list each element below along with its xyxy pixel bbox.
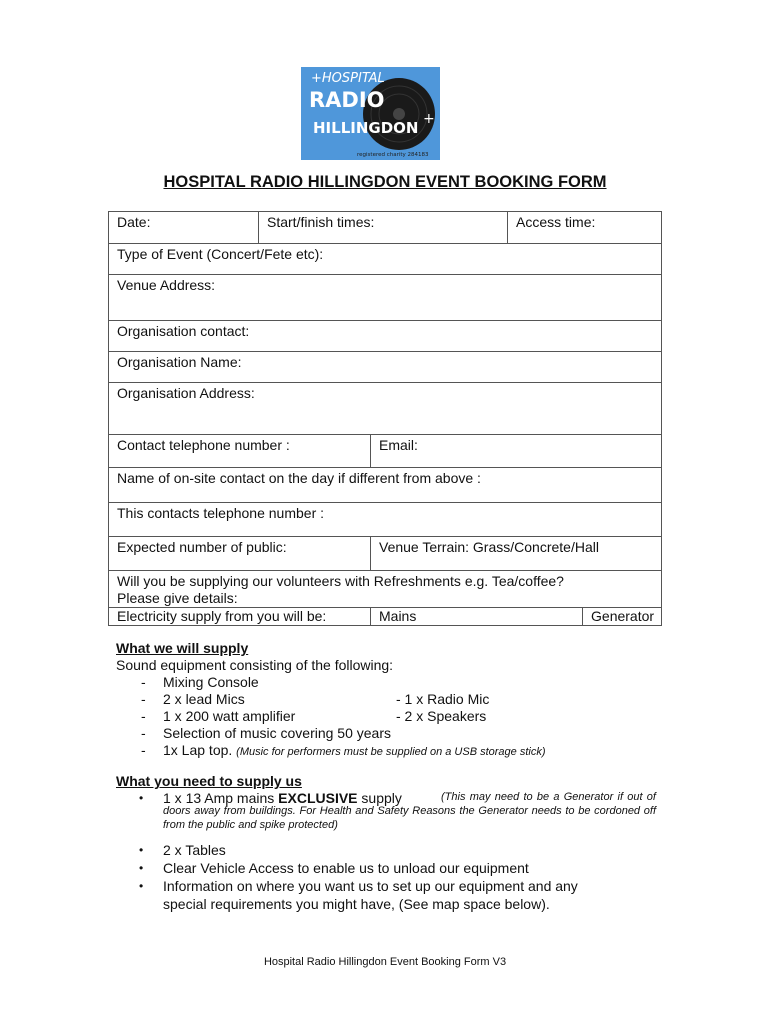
logo-line-3: HILLINGDON: [313, 119, 419, 137]
need-item-text: Clear Vehicle Access to enable us to unload our equipment: [163, 860, 529, 876]
booking-form-table: [108, 211, 662, 626]
venue-terrain-label: Venue Terrain: Grass/Concrete/Hall: [379, 539, 599, 555]
org-name-cell[interactable]: [109, 352, 662, 383]
supply-item-text: Mixing Console: [163, 674, 259, 690]
need-item-text: Information on where you want us to set up our equipment and any: [163, 878, 578, 894]
logo: [301, 67, 440, 160]
generator-note: (This may need to be a Generator if out of doors away from buildings. For Health and Safety Reasons the Generator needs to be cordoned off from the public and spike protected): [163, 791, 656, 831]
logo-charity-text: registered charity 284183: [357, 152, 429, 158]
mains-label: Mains: [379, 608, 417, 624]
venue-address-cell[interactable]: [109, 275, 662, 321]
event-type-cell[interactable]: [109, 244, 662, 275]
supply-item-text: Selection of music covering 50 years: [163, 725, 391, 741]
need-item: [116, 860, 676, 878]
refreshments-cell[interactable]: [109, 571, 662, 608]
logo-line-2: RADIO: [309, 88, 385, 112]
contact-phone-label: Contact telephone number :: [117, 437, 290, 453]
need-item-text-cont: special requirements you might have, (See map space below).: [163, 896, 550, 912]
supply-item: - Mixing Console: [141, 674, 259, 690]
supply-item: - 1x Lap top. (Music for performers must be supplied on a USB storage stick): [141, 742, 546, 758]
supply-item: - 2 x lead Mics - 1 x Radio Mic: [141, 691, 490, 707]
logo-graphic: [301, 67, 440, 160]
supply-item: - Selection of music covering 50 years: [141, 725, 391, 741]
supply-item: - 1 x 200 watt amplifier - 2 x Speakers: [141, 708, 487, 724]
date-cell[interactable]: [109, 212, 259, 244]
supply-item-text: 1 x 200 watt amplifier: [163, 708, 296, 724]
mains-option[interactable]: [371, 608, 583, 626]
need-item: [116, 878, 676, 896]
org-contact-cell[interactable]: [109, 321, 662, 352]
contact-phone-cell[interactable]: [109, 435, 371, 468]
bullet-icon: •: [139, 861, 144, 875]
supply-item-text: 1x Lap top.: [163, 742, 233, 758]
svg-text:+: +: [423, 111, 435, 127]
refreshments-question: Will you be supplying our volunteers with Refreshments e.g. Tea/coffee?: [117, 573, 564, 589]
org-address-label: Organisation Address:: [117, 385, 255, 401]
supply-intro: Sound equipment consisting of the following:: [116, 657, 394, 673]
need-heading: What you need to supply us: [116, 773, 302, 789]
electricity-cell: [109, 608, 371, 626]
access-time-label: Access time:: [516, 214, 596, 230]
org-contact-label: Organisation contact:: [117, 323, 250, 339]
expected-public-label: Expected number of public:: [117, 539, 287, 555]
supply-item-note: (Music for performers must be supplied on a USB storage stick): [236, 746, 546, 758]
refreshments-details-label: Please give details:: [117, 590, 238, 606]
event-type-label: Type of Event (Concert/Fete etc):: [117, 246, 324, 262]
date-label: Date:: [117, 214, 151, 230]
supply-heading: What we will supply: [116, 640, 249, 656]
need-item: [116, 842, 676, 860]
org-name-label: Organisation Name:: [117, 354, 242, 370]
onsite-phone-label: This contacts telephone number :: [117, 505, 325, 521]
access-time-cell[interactable]: [508, 212, 662, 244]
page-title: HOSPITAL RADIO HILLINGDON EVENT BOOKING FORM: [163, 173, 607, 191]
need-item-text: 2 x Tables: [163, 842, 226, 858]
bullet-icon: •: [139, 843, 144, 857]
bullet-icon: •: [139, 791, 144, 805]
supply-item-text-2: - 2 x Speakers: [396, 708, 487, 724]
onsite-contact-label: Name of on-site contact on the day if different from above :: [117, 470, 481, 486]
email-label: Email:: [379, 437, 418, 453]
need-item: • 1 x 13 Amp mains EXCLUSIVE supply: [139, 790, 402, 806]
start-finish-label: Start/finish times:: [267, 214, 375, 230]
generator-option[interactable]: [583, 608, 662, 626]
email-cell[interactable]: [371, 435, 662, 468]
venue-terrain-cell[interactable]: [371, 537, 662, 571]
supply-item-text-2: - 1 x Radio Mic: [396, 691, 490, 707]
venue-address-label: Venue Address:: [117, 277, 216, 293]
start-finish-cell[interactable]: [259, 212, 508, 244]
onsite-phone-cell[interactable]: [109, 503, 662, 537]
electricity-label: Electricity supply from you will be:: [117, 608, 327, 624]
expected-public-cell[interactable]: [109, 537, 371, 571]
onsite-contact-cell[interactable]: [109, 468, 662, 503]
logo-line-1: +HOSPITAL: [311, 71, 385, 86]
page-footer: Hospital Radio Hillingdon Event Booking Form V3: [263, 956, 507, 968]
generator-label: Generator: [591, 608, 655, 624]
supply-item-text: 2 x lead Mics: [163, 691, 245, 707]
supply-section: [116, 640, 676, 759]
need-section: [116, 773, 676, 914]
bullet-icon: •: [139, 879, 144, 893]
org-address-cell[interactable]: [109, 383, 662, 435]
exclusive-emphasis: EXCLUSIVE: [278, 790, 358, 806]
